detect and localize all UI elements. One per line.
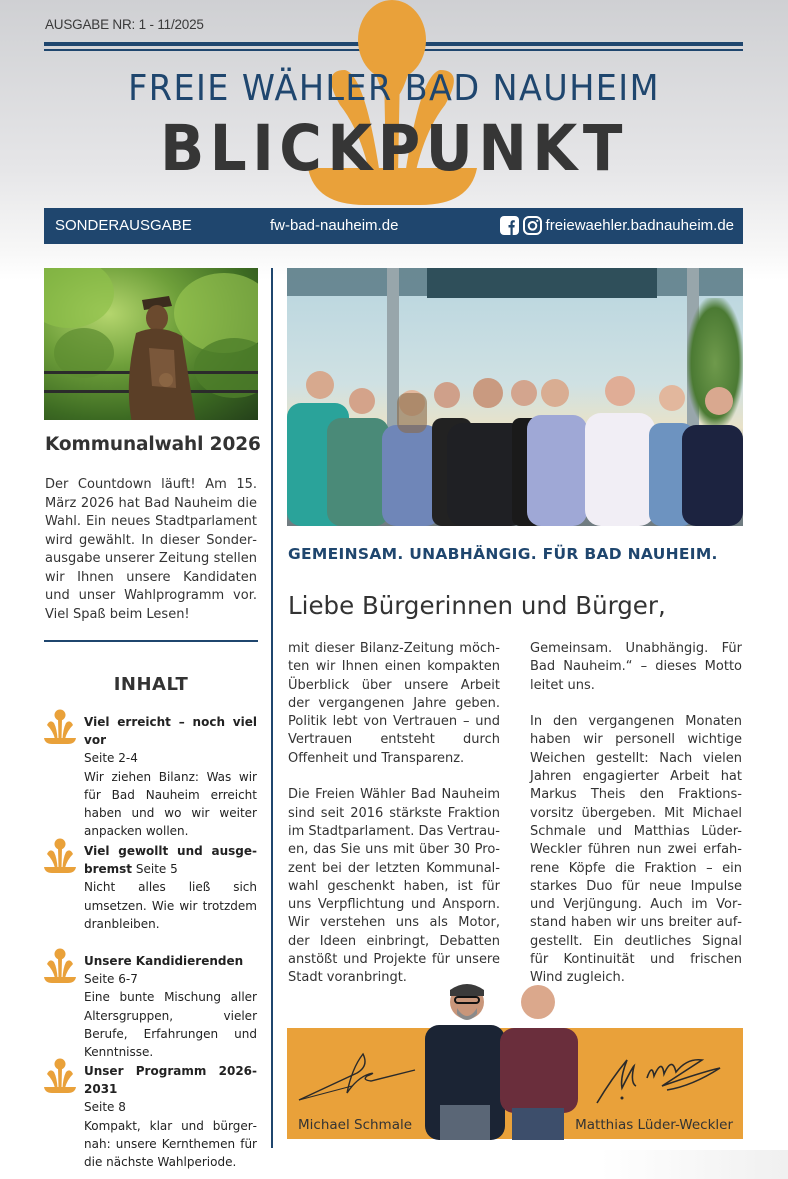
toc-item-pages: Seite 5 <box>135 862 178 877</box>
toc-item-title: Viel gewollt und ausgebremst <box>84 844 257 877</box>
article-column-2 <box>530 640 742 1006</box>
salutation: Liebe Bürgerinnen und Bürger, <box>288 591 666 620</box>
fountain-bullet-icon <box>44 948 76 984</box>
article-column-1 <box>288 640 500 1006</box>
fountain-bullet-icon <box>44 1058 76 1094</box>
toc-item-title: Unser Programm 2026-2031 <box>84 1064 257 1097</box>
toc-item-desc: Nicht alles ließ sich umsetzen. Wie wir trotzdem dranbleiben. <box>84 880 257 931</box>
toc-item-title: Unsere Kandidierenden <box>84 954 244 968</box>
toc-item-pages: Seite 2-4 <box>84 751 138 766</box>
organization-name: FREIE WÄHLER BAD NAUHEIM <box>128 68 660 109</box>
column-divider <box>271 268 273 1148</box>
intro-divider <box>44 640 258 642</box>
intro-heading: Kommunalwahl 2026 <box>45 434 261 455</box>
paragraph: In den vergangenen Monaten haben wir personell wichtige Weichen gestellt: Nach vielen Jahren engagierter Arbeit hat Markus Theis den Fraktionsvorsitz übergeben. Mit Michael Schmale und Matthias Lüder-Weckler führen nun zwei erfahrene Köpfe die Fraktion – ein starkes Duo für neue Impulse und Verjüngung. Auch im Vorstand haben wir uns breiter aufgestellt. Ein deutliches Signal für Kontinuität und frischen Wind zugleich. <box>530 714 742 986</box>
signature-left-icon <box>297 1048 417 1108</box>
issue-number: AUSGABE NR: 1 - 11/2025 <box>45 17 204 32</box>
toc-item-desc: Kompakt, klar und bürgernah: unsere Kernthemen für die nächste Wahlperiode. <box>84 1118 257 1170</box>
instagram-icon[interactable] <box>523 216 542 235</box>
signature-right-icon <box>592 1048 727 1108</box>
page-shadow <box>600 1150 788 1179</box>
intro-body: Der Countdown läuft! Am 15. März 2026 hat Bad Nauheim die Wahl. Ein neues Stadtparlament wird gewählt. In dieser Sonderausgabe unserer Zeitung stellen wir Ihnen unsere Kandidaten und unser Wahlprogramm vor. Viel Spaß beim Lesen! <box>45 477 257 622</box>
signature-name-left: Michael Schmale <box>298 1117 413 1133</box>
facebook-icon[interactable] <box>500 216 519 235</box>
signature-name-right: Matthias Lüder-Weckler <box>575 1117 733 1133</box>
team-group-photo <box>287 268 743 526</box>
toc-item-desc: Wir ziehen Bilanz: Was wir für Bad Nauheim erreicht haben und wo wir weiter anpacken wollen. <box>84 769 257 839</box>
edition-label: SONDERAUSGABE <box>55 217 192 234</box>
statue-photo <box>44 268 258 420</box>
paragraph: mit dieser Bilanz-Zeitung möchten wir Ihnen einen kompakten Überblick über unsere Arbeit der vergangenen Jahre geben. Politik lebt von Vertrauen – und Vertrauen entsteht durch Offenheit und Transparenz. <box>288 641 500 766</box>
leaders-photo <box>420 980 590 1140</box>
fountain-bullet-icon <box>44 838 76 874</box>
toc-item-pages: Seite 8 <box>84 1100 126 1115</box>
toc-item-desc: Eine bunte Mischung aller Altersgruppen, vieler Berufe, Erfahrungen und Kenntnisse. <box>84 990 257 1060</box>
paragraph: Gemeinsam. Unabhängig. Für Bad Nauheim.“ – dieses Motto leitet uns. <box>530 641 742 693</box>
paragraph: Die Freien Wähler Bad Nauheim sind seit 2016 stärkste Fraktion im Stadtparlament. Das Vertrauen, das Sie uns mit über 30 Prozent bei der letzten Kommunalwahl geschenkt haben, ist für uns Verpflichtung und Ansporn. Wir verstehen uns als Motor, der Ideen einbringt, Debatten anstößt und Projekte für unsere Stadt voranbringt. <box>288 787 500 986</box>
toc-item-title: Viel erreicht – noch viel vor <box>84 715 257 748</box>
statue-figure <box>114 288 214 420</box>
tagline: GEMEINSAM. UNABHÄNGIG. FÜR BAD NAUHEIM. <box>288 545 718 563</box>
team-members <box>287 363 743 526</box>
toc-title: INHALT <box>113 674 189 695</box>
newspaper-title: BLICKPUNKT <box>160 112 628 185</box>
toc-item-pages: Seite 6-7 <box>84 972 138 987</box>
fountain-bullet-icon <box>44 709 76 745</box>
website-link[interactable]: fw-bad-nauheim.de <box>270 217 399 234</box>
info-banner <box>44 208 743 244</box>
social-links <box>500 216 734 235</box>
social-handle[interactable]: freiewaehler.badnauheim.de <box>545 217 734 234</box>
